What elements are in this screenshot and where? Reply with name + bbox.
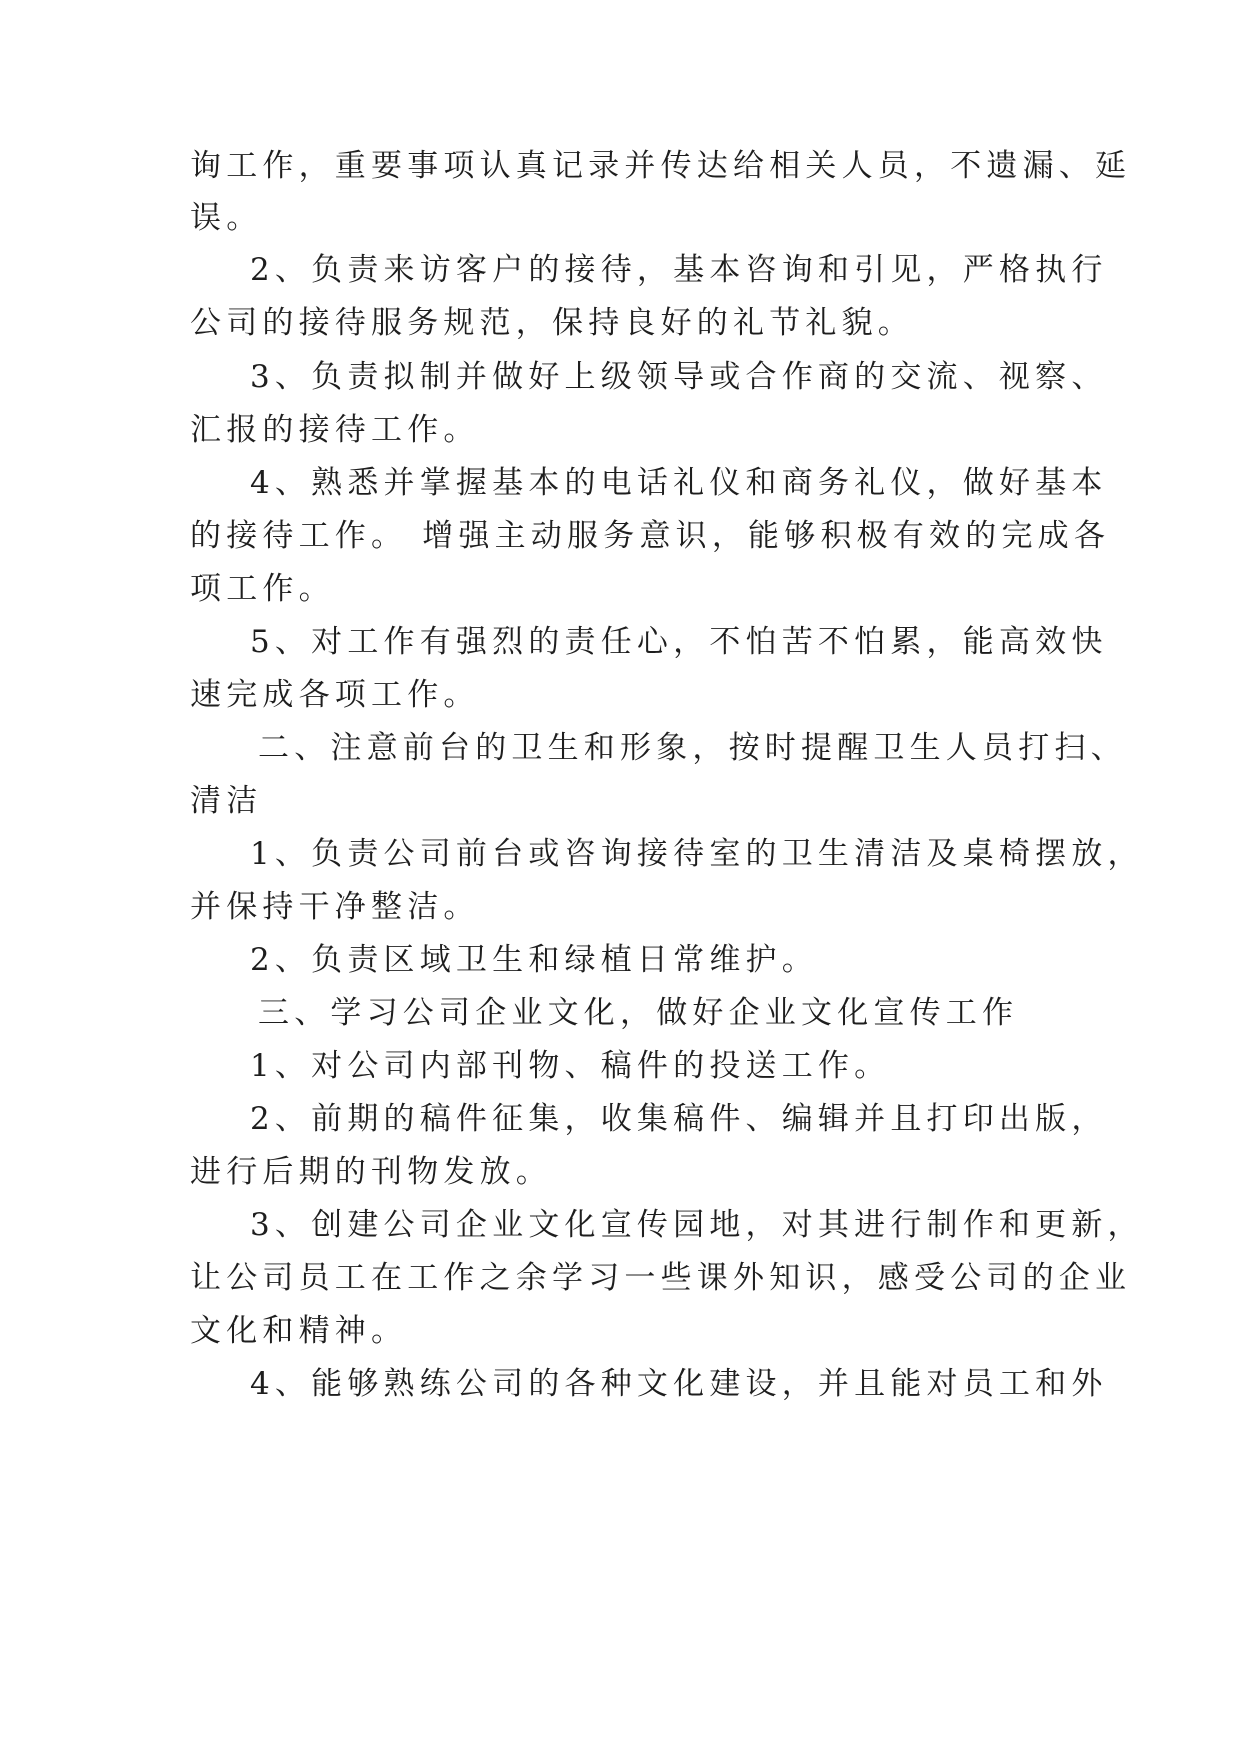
paragraph-line: 2、前期的稿件征集，收集稿件、编辑并且打印出版， (250, 1101, 1108, 1137)
paragraph-line: 3、负责拟制并做好上级领导或合作商的交流、视察、 (250, 359, 1108, 395)
paragraph-line: 并保持干净整洁。 (190, 889, 480, 925)
paragraph-line: 3、创建公司企业文化宣传园地，对其进行制作和更新， (250, 1207, 1144, 1243)
paragraph-line: 4、能够熟练公司的各种文化建设，并且能对员工和外 (250, 1366, 1108, 1402)
paragraph-line: 5、对工作有强烈的责任心，不怕苦不怕累，能高效快 (250, 624, 1108, 660)
paragraph-line: 清洁 (190, 783, 263, 819)
paragraph-line: 让公司员工在工作之余学习一些课外知识，感受公司的企业 (190, 1260, 1132, 1296)
paragraph-line: 汇报的接待工作。 (190, 412, 480, 448)
paragraph-line: 误。 (190, 200, 263, 236)
paragraph-line: 的接待工作。 增强主动服务意识，能够积极有效的完成各 (190, 518, 1111, 554)
paragraph-line: 询工作，重要事项认真记录并传达给相关人员，不遗漏、延 (190, 148, 1132, 184)
paragraph-line: 2、负责来访客户的接待，基本咨询和引见，严格执行 (250, 252, 1108, 288)
paragraph-line: 4、熟悉并掌握基本的电话礼仪和商务礼仪，做好基本 (250, 465, 1108, 501)
paragraph-line: 文化和精神。 (190, 1313, 408, 1349)
paragraph-line: 项工作。 (190, 571, 335, 607)
paragraph-line: 1、负责公司前台或咨询接待室的卫生清洁及桌椅摆放， (250, 836, 1144, 872)
paragraph-line: 2、负责区域卫生和绿植日常维护。 (250, 942, 818, 978)
paragraph-line: 公司的接待服务规范，保持良好的礼节礼貌。 (190, 305, 914, 341)
paragraph-line: 1、对公司内部刊物、稿件的投送工作。 (250, 1048, 891, 1084)
section-heading: 二、注意前台的卫生和形象，按时提醒卫生人员打扫、 (258, 730, 1127, 766)
paragraph-line: 速完成各项工作。 (190, 677, 480, 713)
paragraph-line: 进行后期的刊物发放。 (190, 1154, 552, 1190)
section-heading: 三、学习公司企业文化，做好企业文化宣传工作 (258, 995, 1019, 1031)
